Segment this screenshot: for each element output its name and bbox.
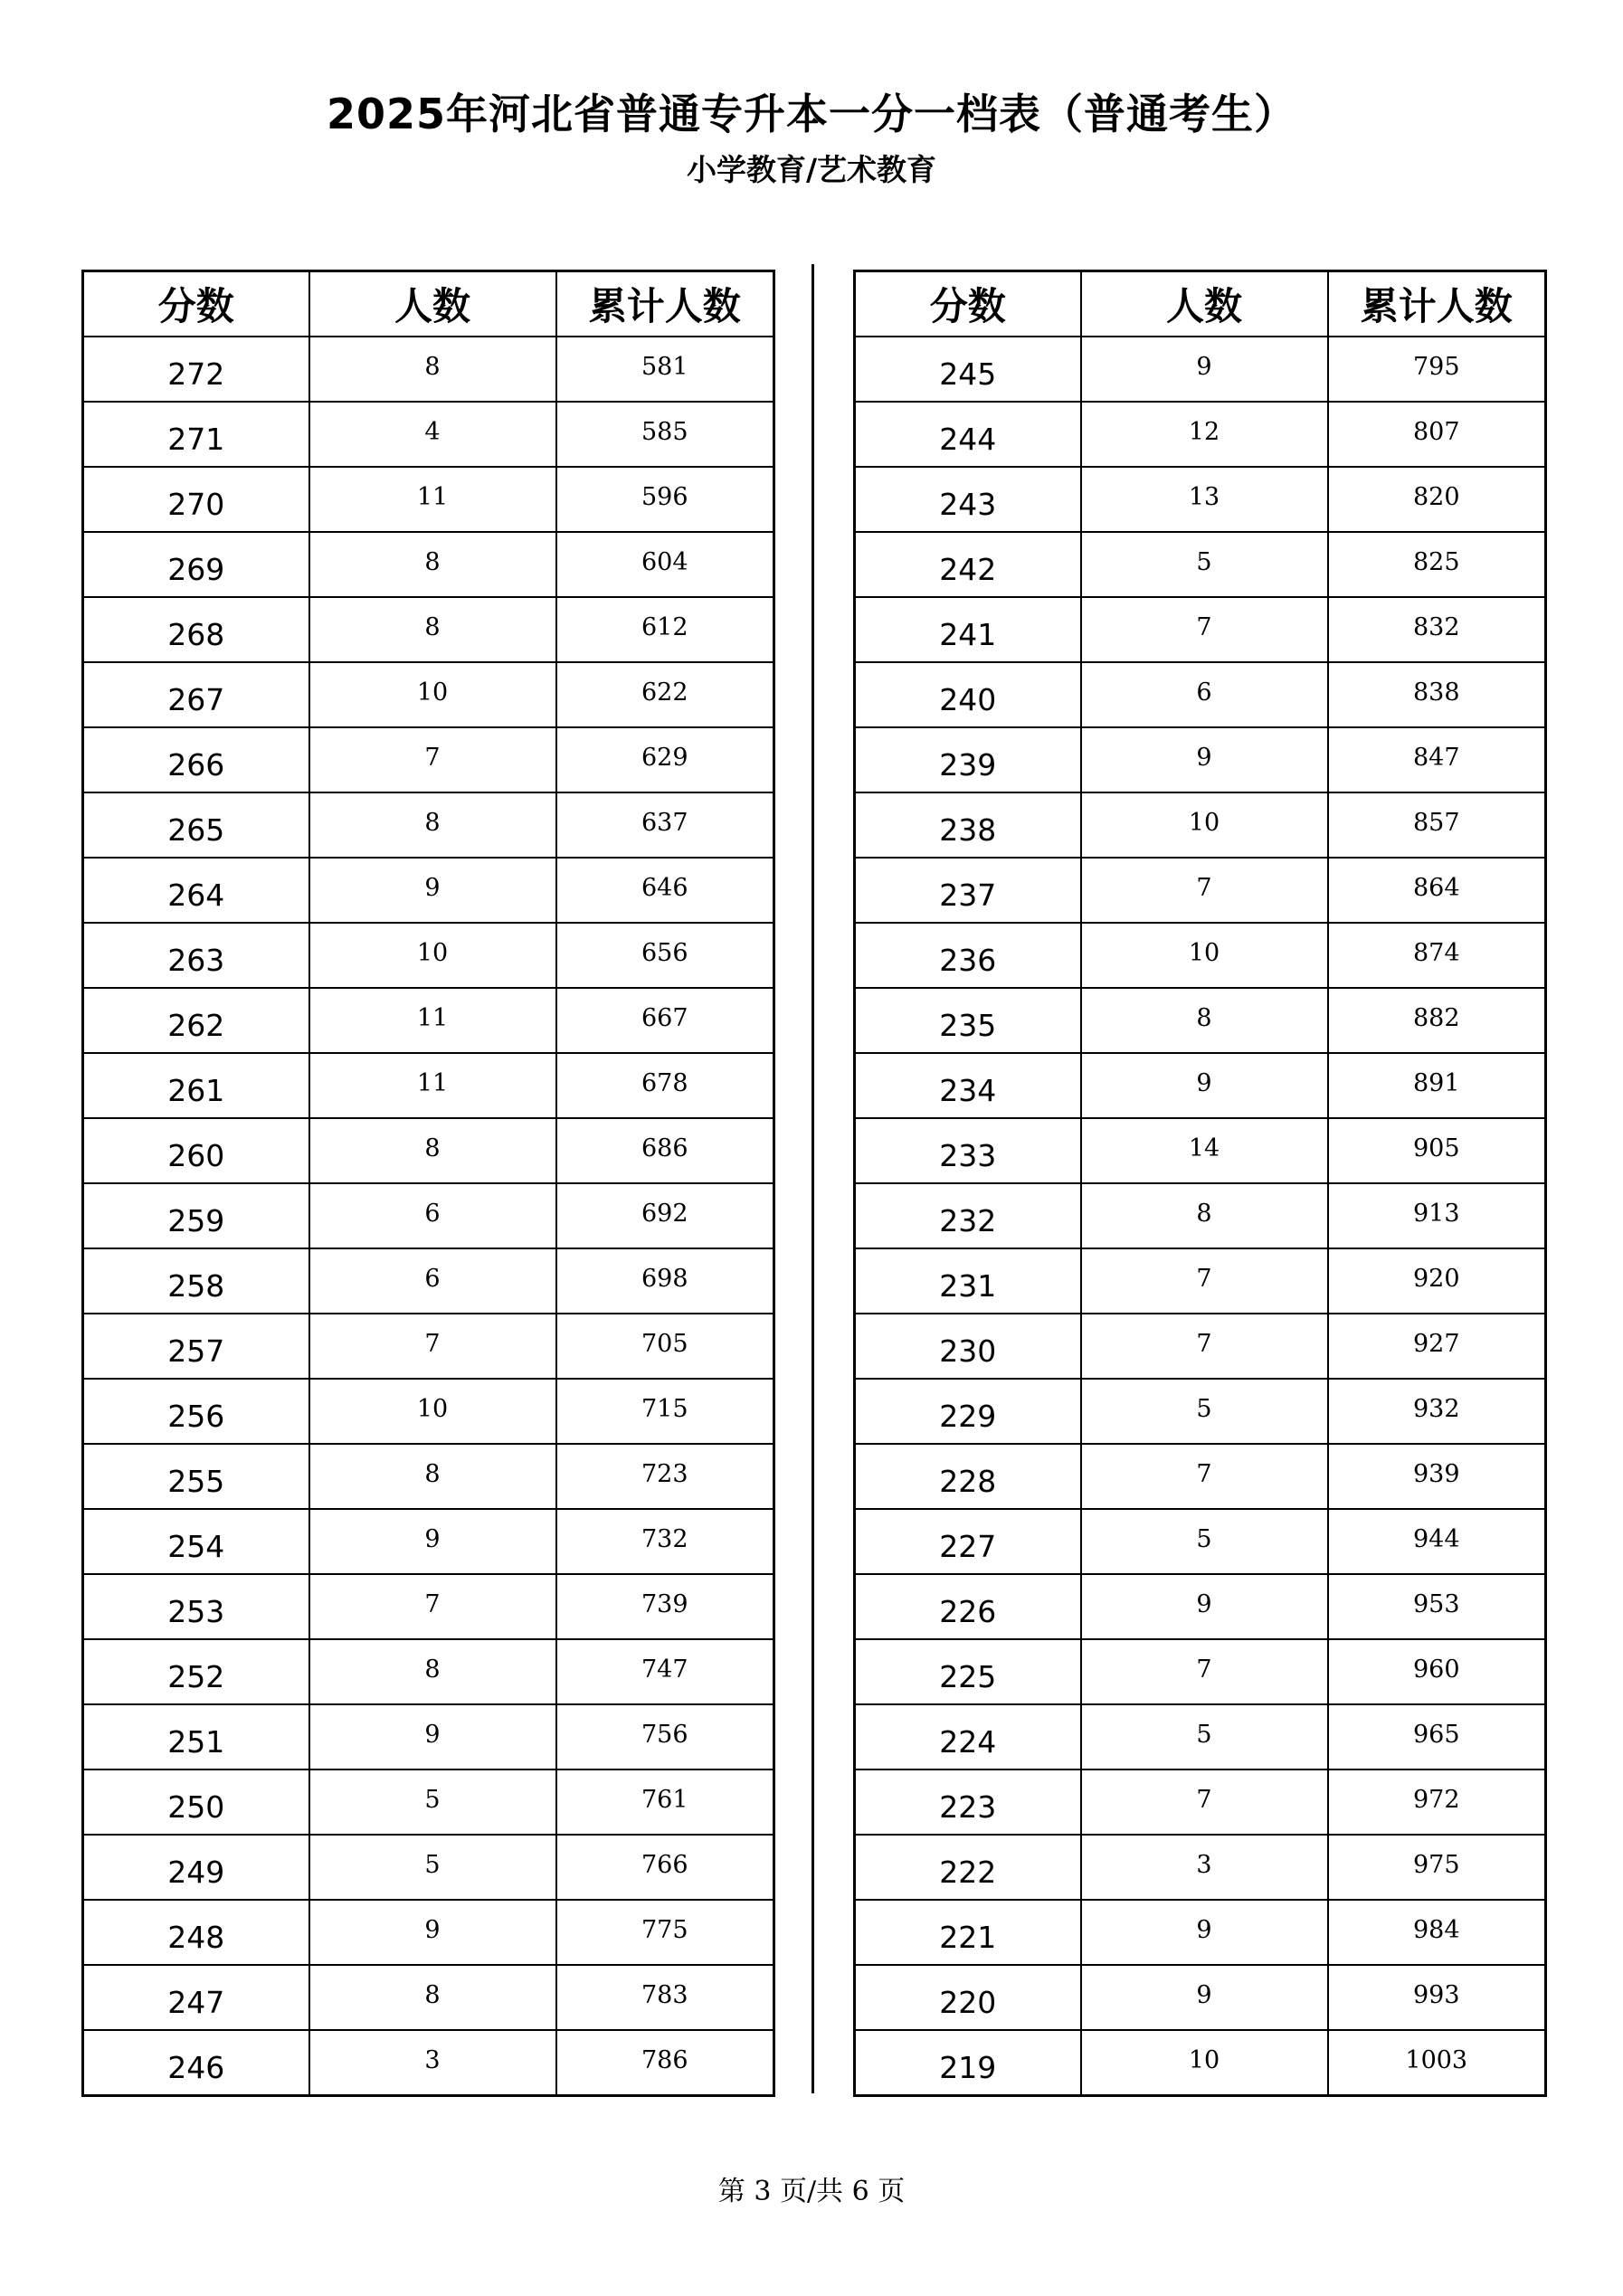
table-row bbox=[83, 662, 774, 727]
table-row bbox=[83, 1379, 774, 1444]
count-cell: 10 bbox=[309, 1379, 556, 1444]
table-row bbox=[83, 1900, 774, 1965]
count-cell: 7 bbox=[1081, 1639, 1328, 1704]
score-cell: 264 bbox=[83, 858, 309, 923]
cumulative-cell: 882 bbox=[1328, 988, 1546, 1053]
table-row bbox=[855, 597, 1546, 662]
score-cell: 262 bbox=[83, 988, 309, 1053]
score-cell: 229 bbox=[855, 1379, 1081, 1444]
cumulative-cell: 820 bbox=[1328, 467, 1546, 532]
score-cell: 250 bbox=[83, 1769, 309, 1835]
count-cell: 5 bbox=[309, 1769, 556, 1835]
cumulative-cell: 715 bbox=[556, 1379, 774, 1444]
table-row bbox=[855, 1118, 1546, 1183]
table-row bbox=[83, 858, 774, 923]
score-cell: 261 bbox=[83, 1053, 309, 1118]
table-row bbox=[83, 1248, 774, 1314]
count-cell: 8 bbox=[309, 337, 556, 402]
cumulative-cell: 637 bbox=[556, 792, 774, 858]
page-subtitle: 小学教育/艺术教育 bbox=[686, 152, 937, 187]
score-cell: 226 bbox=[855, 1574, 1081, 1639]
count-cell: 7 bbox=[309, 1314, 556, 1379]
count-cell: 5 bbox=[1081, 1379, 1328, 1444]
cumulative-cell: 692 bbox=[556, 1183, 774, 1248]
table-row bbox=[83, 1444, 774, 1509]
count-cell: 7 bbox=[1081, 1769, 1328, 1835]
table-row bbox=[855, 1639, 1546, 1704]
table-row bbox=[855, 1769, 1546, 1835]
cumulative-cell: 766 bbox=[556, 1835, 774, 1900]
score-cell: 236 bbox=[855, 923, 1081, 988]
table-row bbox=[83, 792, 774, 858]
score-cell: 239 bbox=[855, 727, 1081, 792]
table-row bbox=[83, 402, 774, 467]
score-cell: 231 bbox=[855, 1248, 1081, 1314]
table-row bbox=[83, 1053, 774, 1118]
score-cell: 266 bbox=[83, 727, 309, 792]
count-cell: 5 bbox=[309, 1835, 556, 1900]
count-cell: 8 bbox=[309, 597, 556, 662]
page-footer: 第 3 页/共 6 页 bbox=[717, 2176, 906, 2207]
table-row bbox=[855, 662, 1546, 727]
cumulative-cell: 927 bbox=[1328, 1314, 1546, 1379]
table-row bbox=[855, 988, 1546, 1053]
score-cell: 257 bbox=[83, 1314, 309, 1379]
score-cell: 225 bbox=[855, 1639, 1081, 1704]
table-row bbox=[855, 1444, 1546, 1509]
cumulative-cell: 786 bbox=[556, 2030, 774, 2096]
table-row bbox=[855, 923, 1546, 988]
table-row bbox=[855, 1248, 1546, 1314]
score-cell: 235 bbox=[855, 988, 1081, 1053]
cumulative-cell: 622 bbox=[556, 662, 774, 727]
cumulative-cell: 825 bbox=[1328, 532, 1546, 597]
score-cell: 269 bbox=[83, 532, 309, 597]
column-divider bbox=[812, 264, 814, 2093]
score-cell: 252 bbox=[83, 1639, 309, 1704]
count-cell: 9 bbox=[1081, 1053, 1328, 1118]
cumulative-cell: 686 bbox=[556, 1118, 774, 1183]
count-cell: 8 bbox=[1081, 1183, 1328, 1248]
table-row bbox=[855, 792, 1546, 858]
count-cell: 10 bbox=[1081, 792, 1328, 858]
table-row bbox=[855, 1900, 1546, 1965]
count-cell: 7 bbox=[1081, 597, 1328, 662]
cumulative-cell: 913 bbox=[1328, 1183, 1546, 1248]
cumulative-cell: 775 bbox=[556, 1900, 774, 1965]
score-cell: 220 bbox=[855, 1965, 1081, 2030]
table-row bbox=[83, 1314, 774, 1379]
score-cell: 244 bbox=[855, 402, 1081, 467]
cumulative-cell: 807 bbox=[1328, 402, 1546, 467]
count-cell: 6 bbox=[309, 1248, 556, 1314]
cumulative-cell: 857 bbox=[1328, 792, 1546, 858]
count-cell: 10 bbox=[1081, 923, 1328, 988]
table-row bbox=[83, 1769, 774, 1835]
score-cell: 265 bbox=[83, 792, 309, 858]
cumulative-cell: 747 bbox=[556, 1639, 774, 1704]
count-cell: 8 bbox=[309, 1444, 556, 1509]
table-row bbox=[83, 1574, 774, 1639]
table-row bbox=[83, 467, 774, 532]
score-cell: 263 bbox=[83, 923, 309, 988]
score-cell: 248 bbox=[83, 1900, 309, 1965]
cumulative-cell: 739 bbox=[556, 1574, 774, 1639]
table-row bbox=[855, 1053, 1546, 1118]
cumulative-cell: 585 bbox=[556, 402, 774, 467]
table-row bbox=[83, 1509, 774, 1574]
cumulative-cell: 756 bbox=[556, 1704, 774, 1769]
count-cell: 11 bbox=[309, 988, 556, 1053]
score-cell: 246 bbox=[83, 2030, 309, 2096]
table-row bbox=[83, 1118, 774, 1183]
cumulative-cell: 795 bbox=[1328, 337, 1546, 402]
cumulative-cell: 975 bbox=[1328, 1835, 1546, 1900]
count-cell: 5 bbox=[1081, 1704, 1328, 1769]
score-cell: 233 bbox=[855, 1118, 1081, 1183]
table-row bbox=[855, 1835, 1546, 1900]
count-cell: 8 bbox=[309, 1118, 556, 1183]
score-cell: 238 bbox=[855, 792, 1081, 858]
table-row bbox=[855, 402, 1546, 467]
score-cell: 240 bbox=[855, 662, 1081, 727]
score-cell: 251 bbox=[83, 1704, 309, 1769]
table-row bbox=[83, 1639, 774, 1704]
score-cell: 271 bbox=[83, 402, 309, 467]
cumulative-cell: 732 bbox=[556, 1509, 774, 1574]
count-cell: 12 bbox=[1081, 402, 1328, 467]
cumulative-cell: 581 bbox=[556, 337, 774, 402]
count-cell: 8 bbox=[309, 1965, 556, 2030]
cumulative-cell: 678 bbox=[556, 1053, 774, 1118]
cumulative-cell: 920 bbox=[1328, 1248, 1546, 1314]
table-row bbox=[855, 1183, 1546, 1248]
page-title: 2025年河北省普通专升本一分一档表（普通考生） bbox=[326, 90, 1297, 138]
score-cell: 241 bbox=[855, 597, 1081, 662]
count-cell: 5 bbox=[1081, 1509, 1328, 1574]
count-cell: 7 bbox=[309, 727, 556, 792]
count-cell: 9 bbox=[1081, 1965, 1328, 2030]
cumulative-cell: 838 bbox=[1328, 662, 1546, 727]
cumulative-cell: 629 bbox=[556, 727, 774, 792]
table-row bbox=[83, 532, 774, 597]
table-row bbox=[855, 1704, 1546, 1769]
score-cell: 223 bbox=[855, 1769, 1081, 1835]
score-cell: 268 bbox=[83, 597, 309, 662]
count-cell: 8 bbox=[309, 1639, 556, 1704]
table-row bbox=[83, 337, 774, 402]
score-cell: 221 bbox=[855, 1900, 1081, 1965]
count-cell: 8 bbox=[309, 792, 556, 858]
table-row bbox=[83, 597, 774, 662]
count-cell: 10 bbox=[309, 662, 556, 727]
cumulative-cell: 783 bbox=[556, 1965, 774, 2030]
count-cell: 7 bbox=[1081, 1444, 1328, 1509]
table-row bbox=[855, 2030, 1546, 2096]
table-row bbox=[855, 337, 1546, 402]
count-cell: 3 bbox=[309, 2030, 556, 2096]
score-table-left bbox=[81, 270, 775, 2097]
count-cell: 7 bbox=[309, 1574, 556, 1639]
cumulative-cell: 612 bbox=[556, 597, 774, 662]
table-row bbox=[83, 923, 774, 988]
table-row bbox=[83, 1835, 774, 1900]
cumulative-cell: 932 bbox=[1328, 1379, 1546, 1444]
score-cell: 255 bbox=[83, 1444, 309, 1509]
score-cell: 219 bbox=[855, 2030, 1081, 2096]
count-cell: 9 bbox=[309, 1704, 556, 1769]
count-cell: 9 bbox=[309, 1509, 556, 1574]
cumulative-cell: 596 bbox=[556, 467, 774, 532]
count-cell: 9 bbox=[1081, 337, 1328, 402]
score-cell: 254 bbox=[83, 1509, 309, 1574]
table-row bbox=[855, 1574, 1546, 1639]
table-row bbox=[83, 2030, 774, 2096]
cumulative-cell: 965 bbox=[1328, 1704, 1546, 1769]
table-row bbox=[855, 1379, 1546, 1444]
score-table-right bbox=[853, 270, 1547, 2097]
count-cell: 9 bbox=[309, 1900, 556, 1965]
score-cell: 267 bbox=[83, 662, 309, 727]
score-cell: 245 bbox=[855, 337, 1081, 402]
count-cell: 9 bbox=[1081, 1574, 1328, 1639]
count-cell: 3 bbox=[1081, 1835, 1328, 1900]
count-cell: 10 bbox=[309, 923, 556, 988]
cumulative-cell: 761 bbox=[556, 1769, 774, 1835]
table-row bbox=[855, 1314, 1546, 1379]
score-cell: 259 bbox=[83, 1183, 309, 1248]
header-count: 人数 bbox=[309, 271, 556, 337]
cumulative-cell: 656 bbox=[556, 923, 774, 988]
cumulative-cell: 847 bbox=[1328, 727, 1546, 792]
count-cell: 11 bbox=[309, 467, 556, 532]
score-cell: 227 bbox=[855, 1509, 1081, 1574]
header-cumulative: 累计人数 bbox=[1328, 271, 1546, 337]
header-score: 分数 bbox=[855, 271, 1081, 337]
table-header-row bbox=[83, 271, 774, 337]
count-cell: 7 bbox=[1081, 858, 1328, 923]
count-cell: 6 bbox=[309, 1183, 556, 1248]
cumulative-cell: 953 bbox=[1328, 1574, 1546, 1639]
table-row bbox=[855, 467, 1546, 532]
cumulative-cell: 1003 bbox=[1328, 2030, 1546, 2096]
score-cell: 234 bbox=[855, 1053, 1081, 1118]
score-table-left-body bbox=[83, 337, 774, 2096]
table-row bbox=[83, 727, 774, 792]
score-cell: 258 bbox=[83, 1248, 309, 1314]
count-cell: 9 bbox=[1081, 1900, 1328, 1965]
table-row bbox=[83, 1183, 774, 1248]
table-row bbox=[83, 1704, 774, 1769]
count-cell: 8 bbox=[309, 532, 556, 597]
table-header-row bbox=[855, 271, 1546, 337]
count-cell: 5 bbox=[1081, 532, 1328, 597]
count-cell: 11 bbox=[309, 1053, 556, 1118]
score-cell: 224 bbox=[855, 1704, 1081, 1769]
count-cell: 8 bbox=[1081, 988, 1328, 1053]
score-cell: 256 bbox=[83, 1379, 309, 1444]
score-cell: 230 bbox=[855, 1314, 1081, 1379]
score-cell: 260 bbox=[83, 1118, 309, 1183]
score-cell: 249 bbox=[83, 1835, 309, 1900]
count-cell: 13 bbox=[1081, 467, 1328, 532]
cumulative-cell: 705 bbox=[556, 1314, 774, 1379]
table-row bbox=[855, 727, 1546, 792]
cumulative-cell: 891 bbox=[1328, 1053, 1546, 1118]
cumulative-cell: 874 bbox=[1328, 923, 1546, 988]
cumulative-cell: 667 bbox=[556, 988, 774, 1053]
count-cell: 7 bbox=[1081, 1248, 1328, 1314]
table-row bbox=[855, 1509, 1546, 1574]
score-cell: 228 bbox=[855, 1444, 1081, 1509]
cumulative-cell: 960 bbox=[1328, 1639, 1546, 1704]
count-cell: 9 bbox=[1081, 727, 1328, 792]
cumulative-cell: 905 bbox=[1328, 1118, 1546, 1183]
count-cell: 7 bbox=[1081, 1314, 1328, 1379]
cumulative-cell: 698 bbox=[556, 1248, 774, 1314]
score-cell: 232 bbox=[855, 1183, 1081, 1248]
score-cell: 237 bbox=[855, 858, 1081, 923]
table-row bbox=[83, 988, 774, 1053]
cumulative-cell: 646 bbox=[556, 858, 774, 923]
count-cell: 9 bbox=[309, 858, 556, 923]
cumulative-cell: 972 bbox=[1328, 1769, 1546, 1835]
cumulative-cell: 944 bbox=[1328, 1509, 1546, 1574]
score-cell: 272 bbox=[83, 337, 309, 402]
count-cell: 4 bbox=[309, 402, 556, 467]
score-cell: 222 bbox=[855, 1835, 1081, 1900]
table-row bbox=[83, 1965, 774, 2030]
table-row bbox=[855, 1965, 1546, 2030]
cumulative-cell: 939 bbox=[1328, 1444, 1546, 1509]
cumulative-cell: 832 bbox=[1328, 597, 1546, 662]
score-cell: 270 bbox=[83, 467, 309, 532]
cumulative-cell: 993 bbox=[1328, 1965, 1546, 2030]
cumulative-cell: 604 bbox=[556, 532, 774, 597]
count-cell: 14 bbox=[1081, 1118, 1328, 1183]
cumulative-cell: 723 bbox=[556, 1444, 774, 1509]
header-cumulative: 累计人数 bbox=[556, 271, 774, 337]
header-count: 人数 bbox=[1081, 271, 1328, 337]
count-cell: 6 bbox=[1081, 662, 1328, 727]
score-cell: 253 bbox=[83, 1574, 309, 1639]
score-cell: 243 bbox=[855, 467, 1081, 532]
score-cell: 242 bbox=[855, 532, 1081, 597]
count-cell: 10 bbox=[1081, 2030, 1328, 2096]
table-row bbox=[855, 858, 1546, 923]
cumulative-cell: 864 bbox=[1328, 858, 1546, 923]
score-table-right-body bbox=[855, 337, 1546, 2096]
table-row bbox=[855, 532, 1546, 597]
score-cell: 247 bbox=[83, 1965, 309, 2030]
cumulative-cell: 984 bbox=[1328, 1900, 1546, 1965]
header-score: 分数 bbox=[83, 271, 309, 337]
